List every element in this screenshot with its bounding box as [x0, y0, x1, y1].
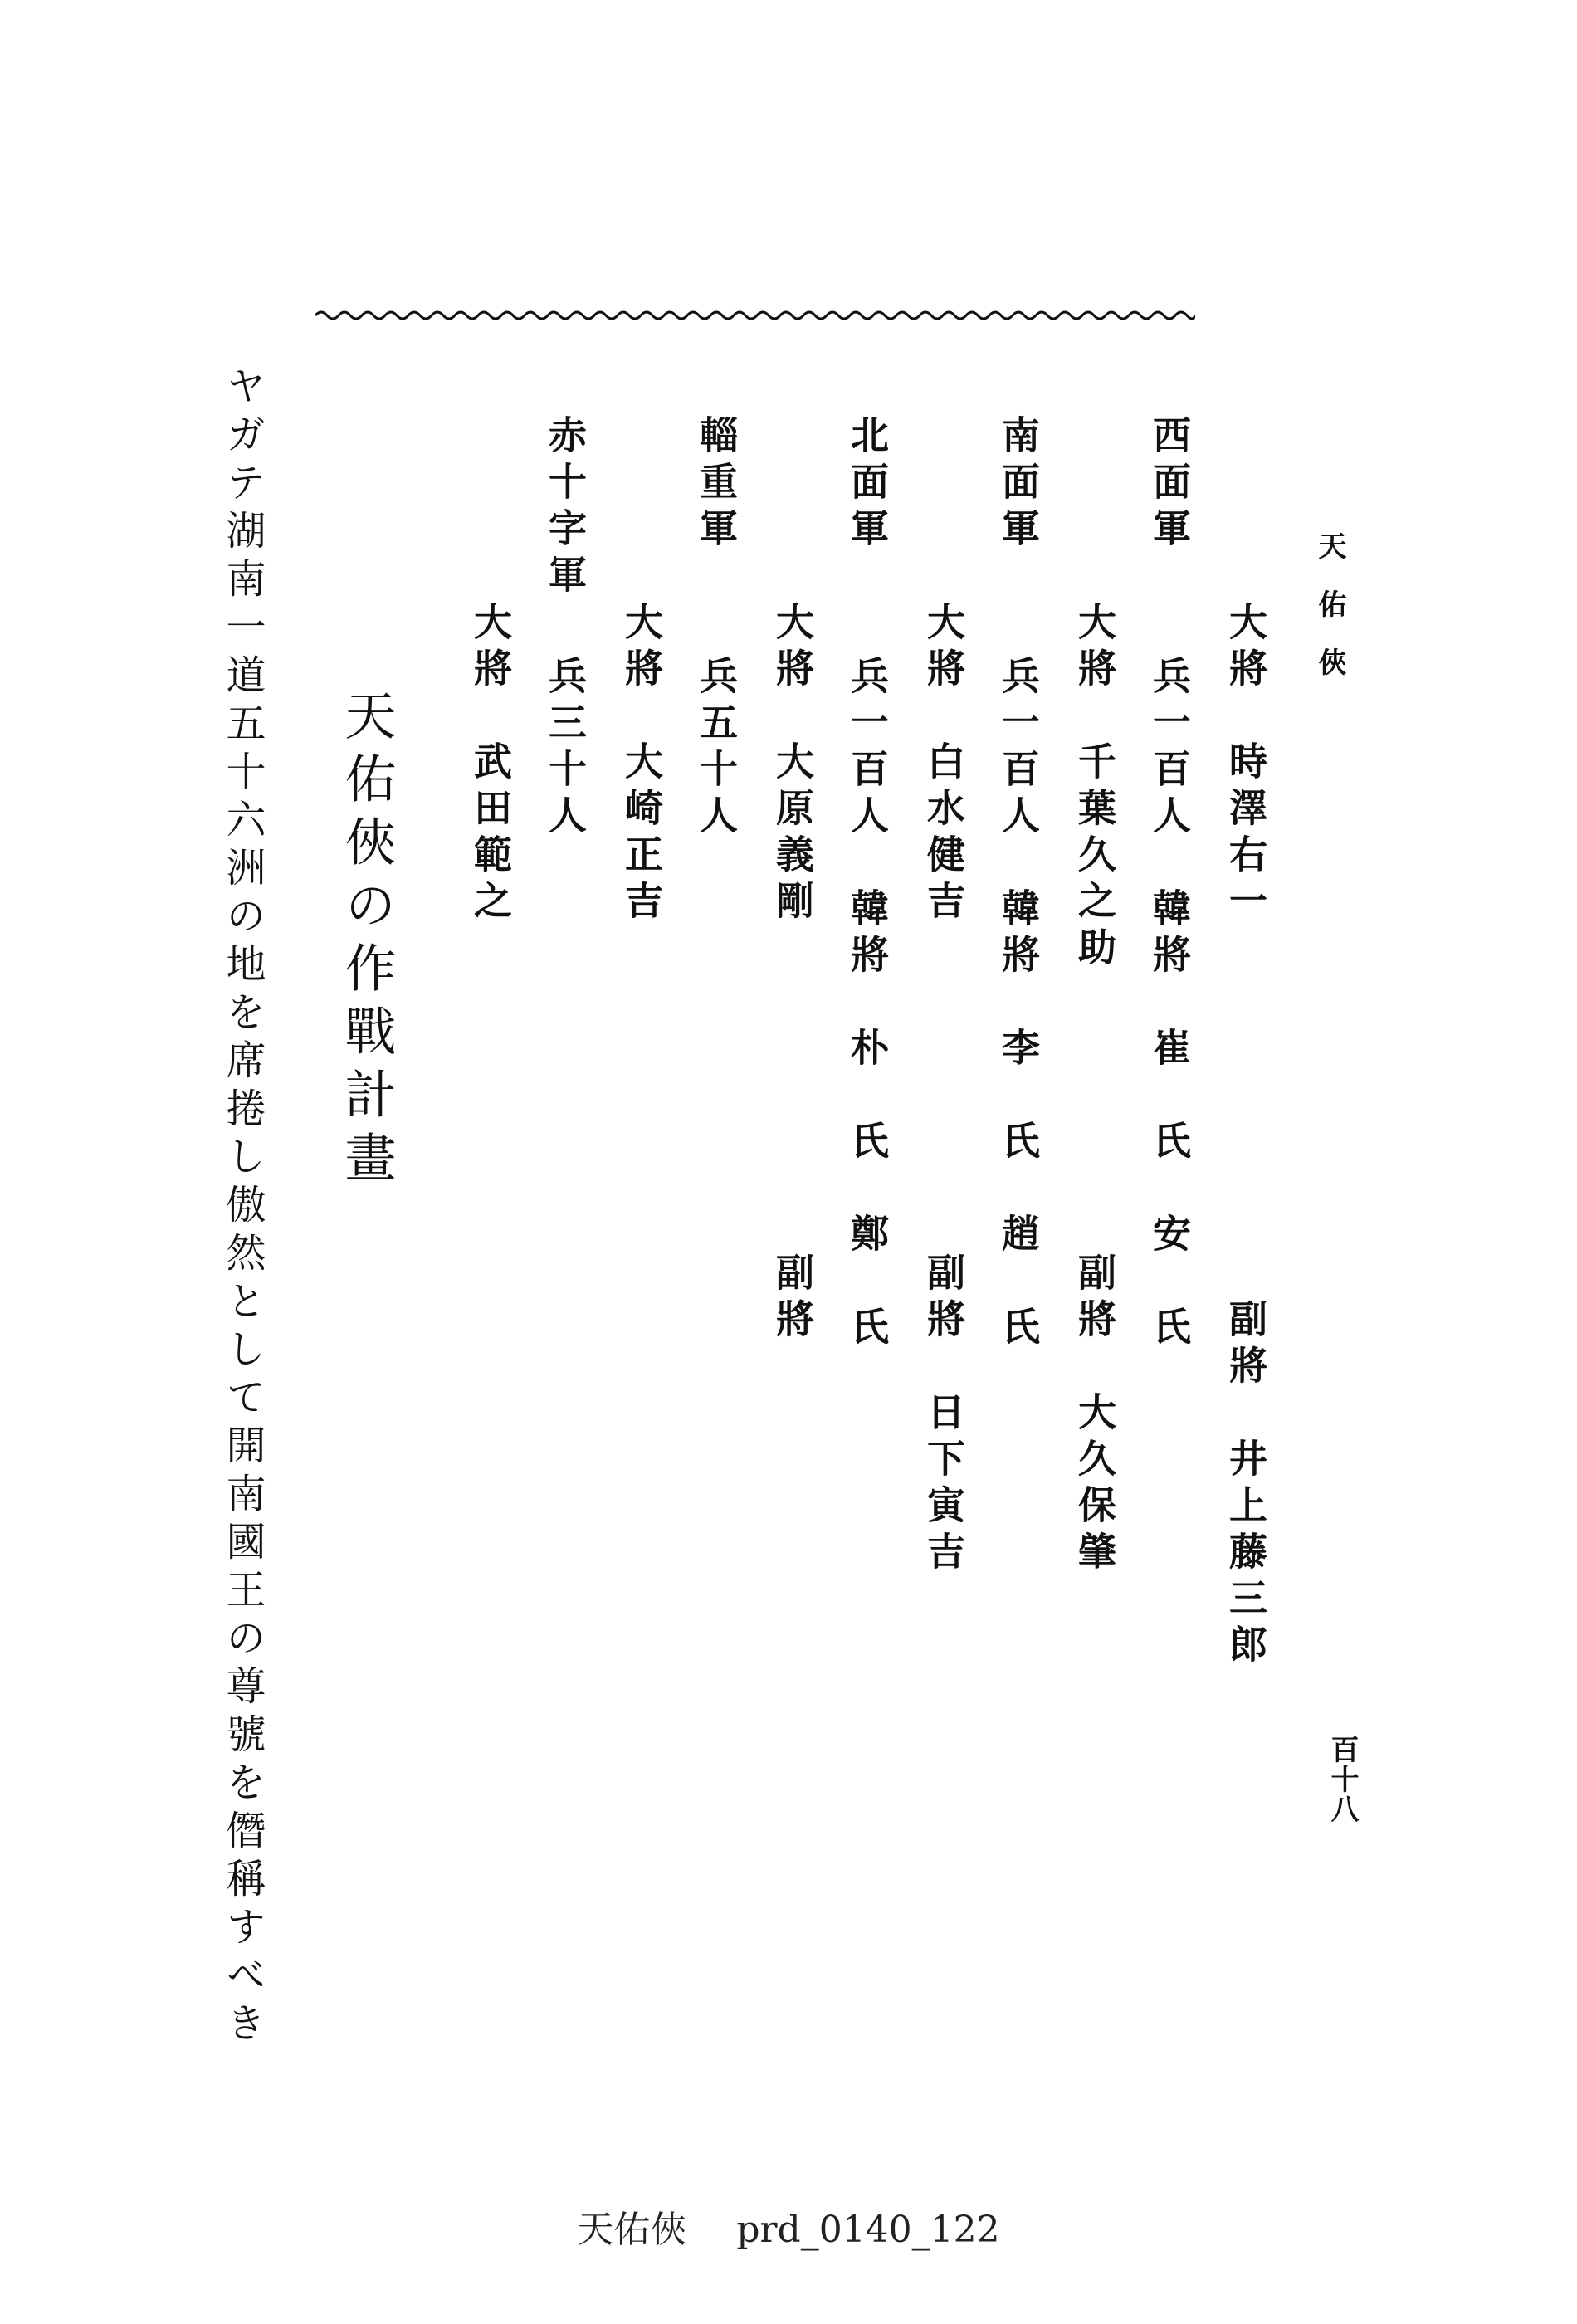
roster-row: 大將 武田範之 [468, 602, 513, 927]
footer-page-id: prd_0140_122 [736, 2209, 1000, 2251]
page-number: 百十八 [1326, 1735, 1359, 1824]
roster-row: 大將 時澤右一 副將 井上藤三郎 [1223, 602, 1268, 1671]
unit-label-north: 北面軍 [845, 415, 890, 554]
body-text: ヤガテ湖南一道五十六洲の地を席捲し傲然として開南國王の尊號を僭稱すべき [219, 365, 266, 2050]
running-title: 天佑俠 [1313, 531, 1346, 706]
roster-row: 兵三十人 [543, 656, 588, 842]
roster-row: 兵五十人 [694, 656, 739, 842]
unit-label-red-cross: 赤十字軍 [543, 415, 588, 601]
unit-label-south: 南面軍 [996, 415, 1041, 554]
roster-row: 大將 千葉久之助 副將 大久保肇 [1072, 602, 1117, 1578]
footer-book-title: 天佑俠 [577, 2209, 687, 2251]
roster-row: 兵一百人 韓將 朴 氏 鄭 氏 [845, 656, 890, 1353]
roster-row: 大將 大原義剛 副將 [770, 602, 815, 1345]
unit-label-west: 西面軍 [1147, 415, 1192, 554]
roster-row: 兵一百人 韓將 崔 氏 安 氏 [1147, 656, 1192, 1353]
footer-caption [0, 2200, 1577, 2253]
unit-label-supply: 輜重軍 [694, 415, 739, 554]
roster-row: 兵一百人 韓將 李 氏 趙 氏 [996, 656, 1041, 1353]
roster-row: 大將 白水健吉 副將 日下寅吉 [921, 602, 966, 1578]
roster-row: 大將 大崎正吉 [619, 602, 664, 927]
section-title: 天佑俠の作戰計畫 [336, 689, 397, 1194]
wavy-rule [315, 299, 1195, 332]
